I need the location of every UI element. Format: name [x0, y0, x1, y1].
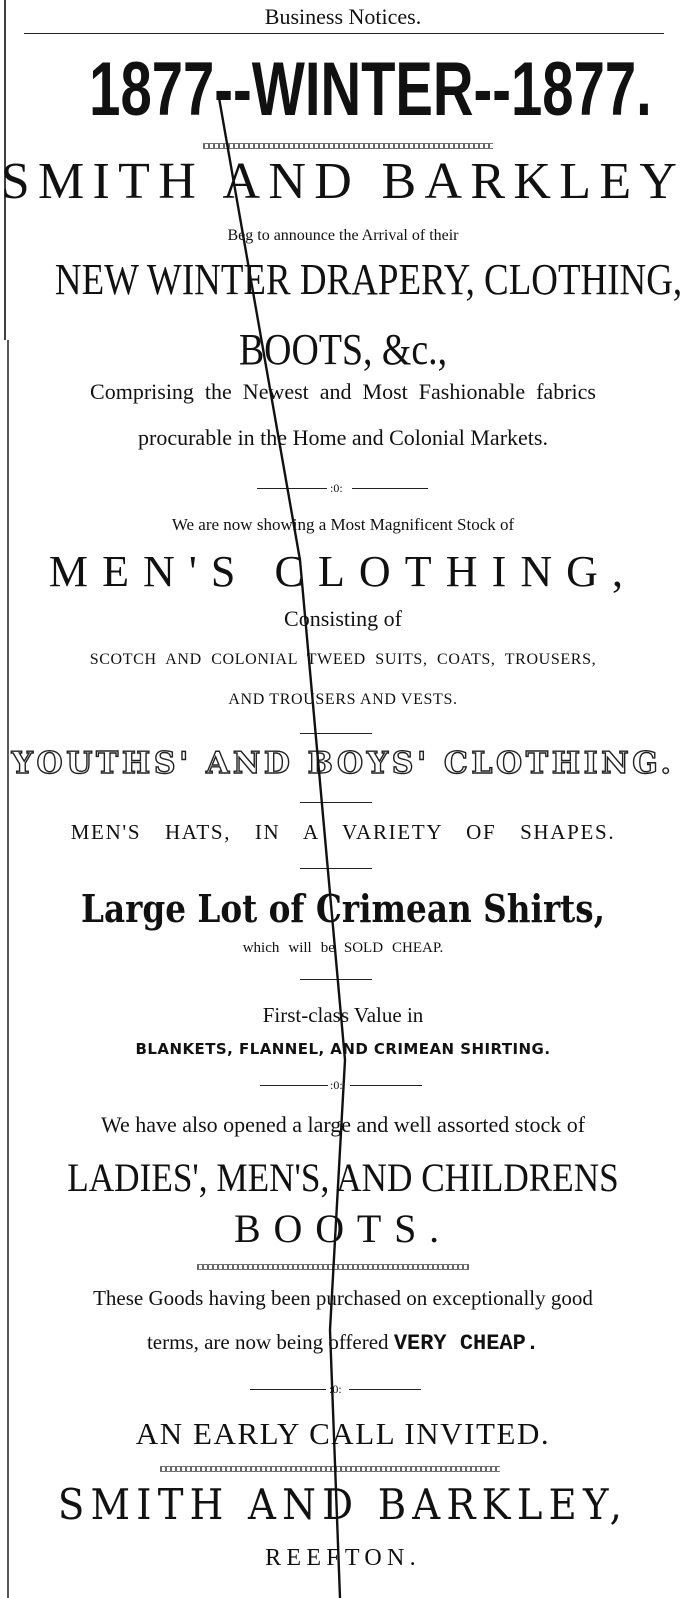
divider-mark-2: :0:	[330, 1078, 343, 1092]
ladies-boots-line-2: BOOTS.	[234, 1206, 452, 1251]
first-class-line: First-class Value in	[262, 1003, 424, 1027]
short-rule-3	[300, 868, 372, 869]
tweed-line-2: AND TROUSERS AND VESTS.	[228, 691, 458, 708]
announce-line: Beg to announce the Arrival of their	[227, 227, 459, 244]
headline-year: 1877--WINTER--1877.	[89, 47, 652, 132]
terms-line-2-text: terms, are now being offered	[146, 1330, 389, 1354]
comprising-line-2: procurable in the Home and Colonial Markets.	[138, 425, 548, 450]
location-line: REEFTON.	[265, 1545, 421, 1571]
divider-mark: :0:	[330, 481, 343, 495]
wavy-divider-3	[160, 1466, 500, 1472]
divider-right	[352, 488, 428, 489]
wavy-divider	[203, 143, 493, 149]
divider-right-3	[349, 1389, 421, 1390]
firm-name-title: SMITH AND BARKLEY	[0, 153, 686, 210]
mens-clothing-title: MEN'S CLOTHING,	[48, 547, 638, 596]
goods-line-1: NEW WINTER DRAPERY, CLOTHING,	[54, 255, 683, 304]
short-rule-2	[300, 802, 372, 803]
divider-mark-3: :0:	[329, 1382, 342, 1396]
divider-right-2	[350, 1085, 422, 1086]
sold-cheap-line: which will be SOLD CHEAP.	[242, 940, 444, 956]
ladies-boots-line-1: LADIES', MEN'S, AND CHILDRENS	[67, 1155, 619, 1200]
consisting-line: Consisting of	[284, 606, 402, 631]
very-cheap-emphasis: VERY CHEAP.	[393, 1331, 540, 1356]
header-rule	[24, 33, 664, 34]
hats-line: MEN'S HATS, IN A VARIETY OF SHAPES.	[70, 820, 616, 844]
divider-left-3	[250, 1389, 326, 1390]
short-rule-4	[300, 979, 372, 980]
also-opened-line: We have also opened a large and well assorted stock of	[100, 1112, 586, 1137]
wavy-divider-2	[197, 1264, 469, 1270]
section-heading: Business Notices.	[264, 4, 422, 29]
youths-clothing-line: YOUTHS' AND BOYS' CLOTHING.	[11, 746, 675, 781]
divider-left	[257, 488, 327, 489]
short-rule-1	[300, 733, 372, 734]
signature-firm-name: SMITH AND BARKLEY,	[57, 1480, 629, 1529]
terms-line-1: These Goods having been purchased on exceptionally good	[93, 1286, 593, 1310]
terms-line-2	[0, 1332, 686, 1355]
tweed-line-1: SCOTCH AND COLONIAL TWEED SUITS, COATS, TROUSERS,	[89, 651, 597, 668]
divider-left-2	[260, 1085, 328, 1086]
showing-line: We are now showing a Most Magnificent Stock of	[171, 515, 515, 534]
goods-line-2: BOOTS, &c.,	[238, 325, 448, 374]
crimean-shirts-line: Large Lot of Crimean Shirts,	[80, 886, 606, 931]
comprising-line-1: Comprising the Newest and Most Fashionable fabrics	[90, 379, 596, 404]
blankets-line: BLANKETS, FLANNEL, AND CRIMEAN SHIRTING.	[135, 1040, 551, 1058]
early-call-line: AN EARLY CALL INVITED.	[135, 1416, 551, 1451]
